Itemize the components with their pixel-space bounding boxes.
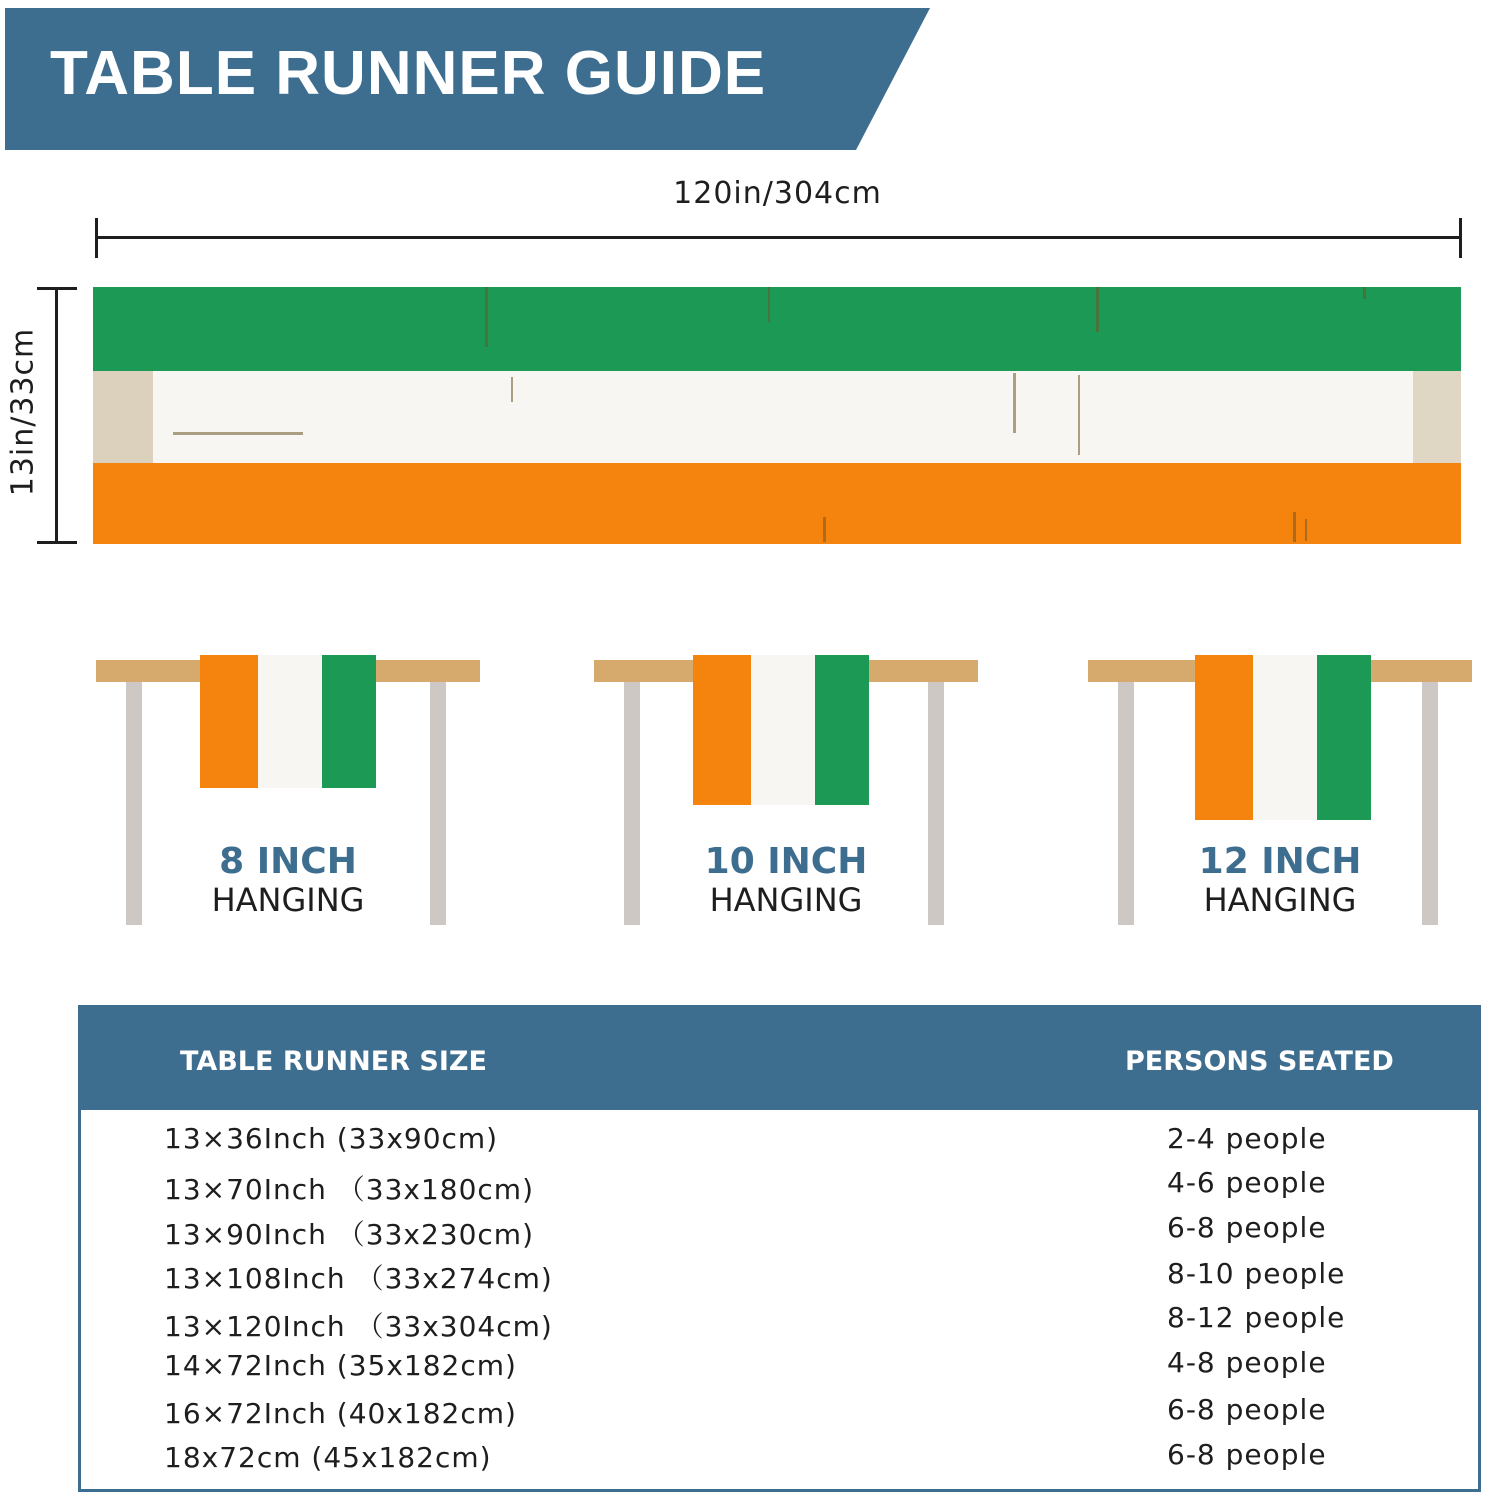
runner-scratch xyxy=(1293,512,1296,542)
runner-scratch xyxy=(1305,519,1307,541)
width-label: 13in/33cm xyxy=(5,327,41,497)
hanging-size-label: 8 INCH xyxy=(219,841,357,882)
table-row-persons: 8-12 people xyxy=(1167,1301,1346,1334)
table-illustration-12-inch xyxy=(1088,655,1472,925)
table-row-persons: 6-8 people xyxy=(1167,1438,1327,1471)
header-persons-seated: PERSONS SEATED xyxy=(1125,1046,1394,1077)
hanging-runner xyxy=(1195,655,1371,820)
table-row-size: 18x72cm (45x182cm) xyxy=(164,1441,492,1474)
table-row-size: 13×70Inch （33x180cm) xyxy=(164,1173,535,1206)
hanging-green-stripe xyxy=(322,655,376,788)
table-row-size: 13×90Inch （33x230cm) xyxy=(164,1218,535,1251)
runner-scratch xyxy=(173,432,303,435)
table-row-persons: 4-8 people xyxy=(1167,1346,1327,1379)
runner-green-stripe xyxy=(93,287,1461,371)
hanging-white-stripe xyxy=(751,655,815,805)
table-row-persons: 4-6 people xyxy=(1167,1166,1327,1199)
header-table-runner-size: TABLE RUNNER SIZE xyxy=(180,1046,487,1077)
hanging-word-label: HANGING xyxy=(211,881,365,919)
hanging-runner xyxy=(693,655,869,805)
runner-worn-edge xyxy=(93,371,153,463)
table-row-persons: 6-8 people xyxy=(1167,1393,1327,1426)
hanging-orange-stripe xyxy=(1195,655,1253,820)
hanging-white-stripe xyxy=(258,655,322,788)
hanging-orange-stripe xyxy=(693,655,751,805)
runner-scratch xyxy=(1096,287,1099,332)
table-row-persons: 2-4 people xyxy=(1167,1122,1327,1155)
table-row-size: 16×72Inch (40x182cm) xyxy=(164,1397,517,1430)
hanging-green-stripe xyxy=(815,655,869,805)
length-label: 120in/304cm xyxy=(673,176,882,211)
runner-scratch xyxy=(823,517,826,542)
width-dimension-tick-top xyxy=(37,287,77,290)
size-table xyxy=(78,1005,1481,1492)
hanging-word-label: HANGING xyxy=(1203,881,1357,919)
hanging-runner xyxy=(200,655,376,788)
runner-orange-stripe xyxy=(93,463,1461,544)
runner-scratch xyxy=(485,287,488,347)
runner-scratch xyxy=(1078,375,1080,455)
hanging-white-stripe xyxy=(1253,655,1317,820)
table-row-size: 13×36Inch (33x90cm) xyxy=(164,1122,499,1155)
hanging-word-label: HANGING xyxy=(709,881,863,919)
table-row-size: 13×108Inch （33x274cm) xyxy=(164,1262,553,1295)
table-illustration-8-inch xyxy=(96,655,480,925)
length-dimension-tick-right xyxy=(1459,218,1462,258)
hanging-size-label: 12 INCH xyxy=(1198,841,1362,882)
size-table-header xyxy=(81,1008,1478,1110)
runner-worn-edge xyxy=(1413,371,1461,463)
hanging-orange-stripe xyxy=(200,655,258,788)
length-dimension-line xyxy=(97,236,1462,239)
runner-scratch xyxy=(1013,373,1016,433)
table-row-size: 13×120Inch （33x304cm) xyxy=(164,1310,553,1343)
width-dimension-line xyxy=(55,288,58,544)
table-runner-image xyxy=(93,287,1461,544)
table-row-size: 14×72Inch (35x182cm) xyxy=(164,1349,517,1382)
runner-scratch xyxy=(511,377,513,402)
length-dimension-tick-left xyxy=(95,218,98,258)
hanging-size-label: 10 INCH xyxy=(704,841,868,882)
width-dimension-tick-bottom xyxy=(37,541,77,544)
runner-white-stripe xyxy=(93,371,1461,463)
table-row-persons: 8-10 people xyxy=(1167,1257,1346,1290)
table-row-persons: 6-8 people xyxy=(1167,1211,1327,1244)
hanging-green-stripe xyxy=(1317,655,1371,820)
runner-scratch xyxy=(768,287,770,322)
page-title: TABLE RUNNER GUIDE xyxy=(50,39,767,108)
runner-scratch xyxy=(1363,287,1366,299)
table-illustration-10-inch xyxy=(594,655,978,925)
